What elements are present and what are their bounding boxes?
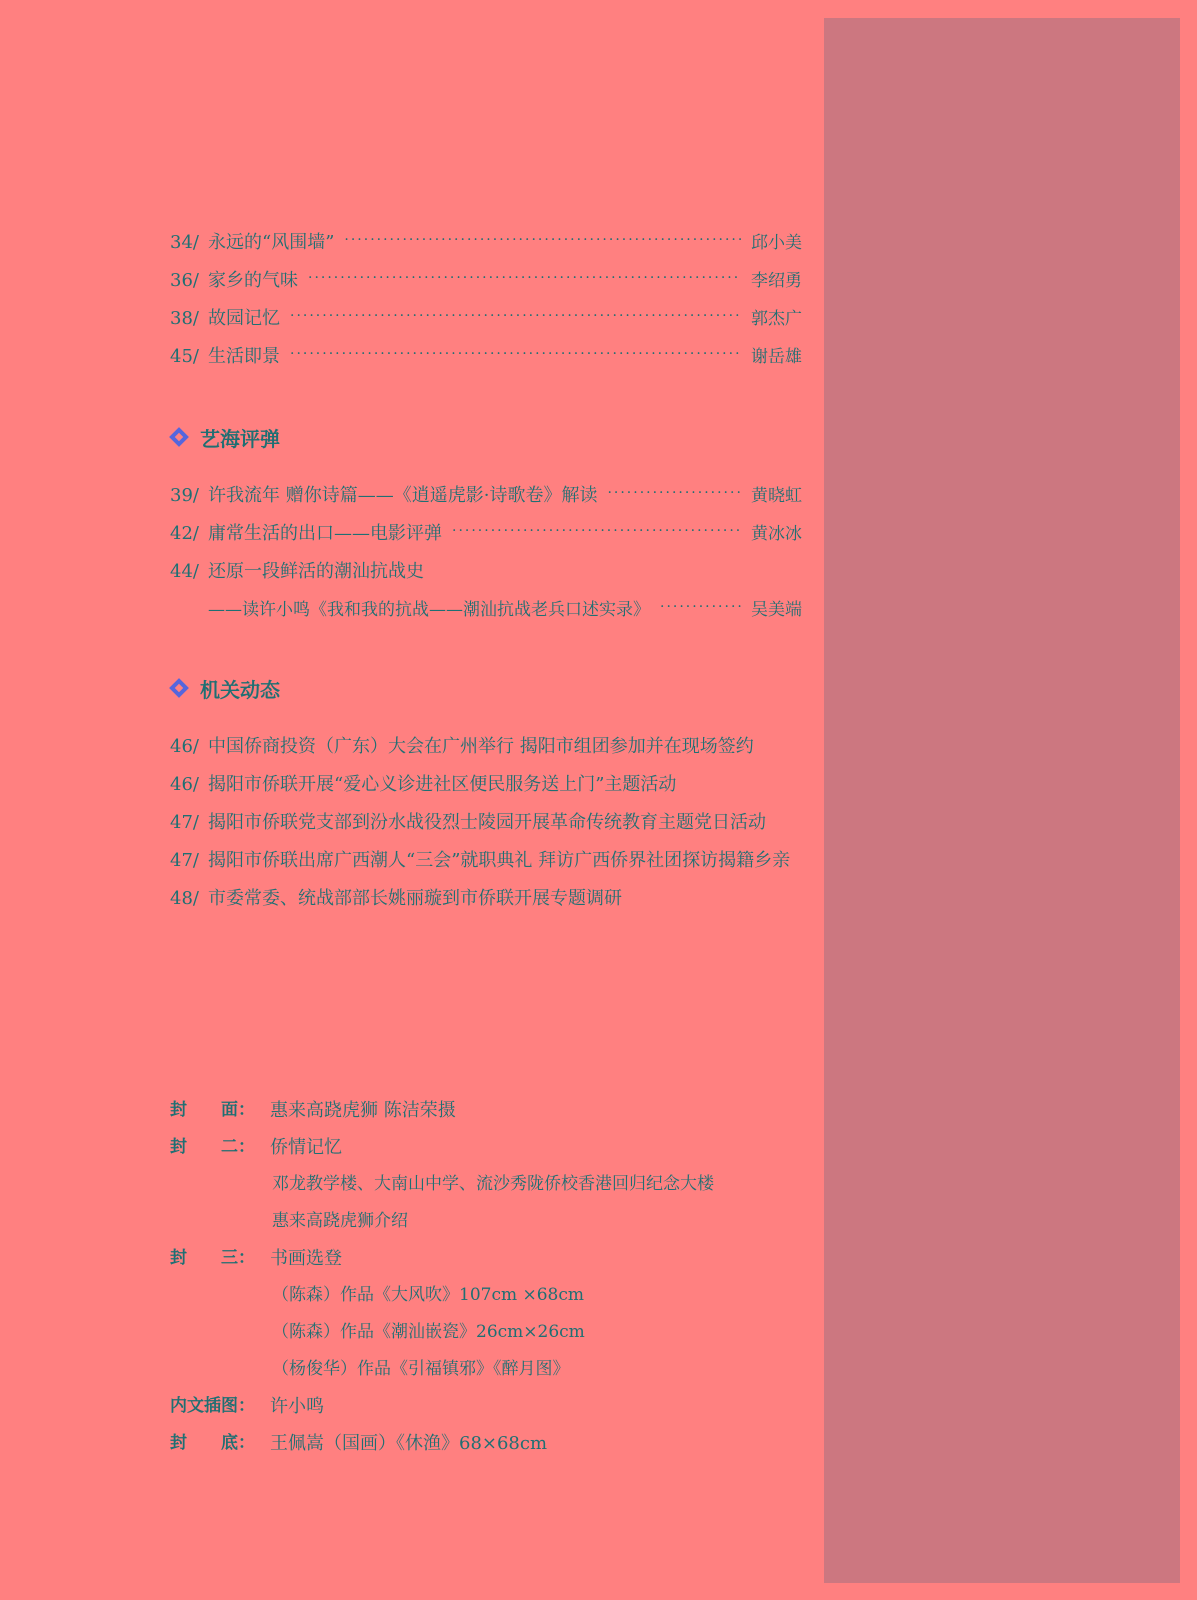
article-title: 家乡的气味 (208, 270, 298, 291)
article-author: 李绍勇 (751, 271, 802, 291)
credit-detail: （陈森）作品《潮汕嵌瓷》26cm×26cm (272, 1322, 585, 1342)
credit-value: 侨情记忆 (270, 1137, 342, 1158)
page-number: 47/ (170, 850, 199, 871)
toc-row (170, 300, 802, 338)
credit-value: 惠来高跷虎狮 陈洁荣摄 (270, 1100, 456, 1121)
section-heading (170, 417, 802, 457)
credit-row (170, 1129, 810, 1166)
news-title: 市委常委、统战部部长姚丽璇到市侨联开展专题调研 (208, 888, 622, 909)
credit-row (170, 1425, 810, 1462)
news-item (170, 728, 802, 766)
news-title: 揭阳市侨联党支部到汾水战役烈士陵园开展革命传统教育主题党日活动 (208, 812, 766, 833)
leader-dots (308, 259, 741, 297)
page-number: 38/ (170, 308, 199, 329)
toc-row (170, 515, 802, 553)
leader-dots (607, 474, 741, 512)
leader-dots (344, 221, 741, 259)
article-author: 黄冰冰 (751, 524, 802, 544)
article-author: 吴美端 (751, 600, 802, 620)
page-number: 36/ (170, 270, 199, 291)
news-title: 揭阳市侨联开展“爱心义诊进社区便民服务送上门”主题活动 (208, 774, 677, 795)
toc-row (170, 553, 802, 591)
toc-row (170, 477, 802, 515)
page-number: 48/ (170, 888, 199, 909)
toc-row (170, 262, 802, 300)
leader-dots (452, 512, 741, 550)
article-title: 永远的“风围墙” (208, 232, 335, 253)
credit-value: 许小鸣 (270, 1396, 324, 1417)
section-title: 艺海评弹 (200, 426, 280, 451)
page-number: 34/ (170, 232, 199, 253)
credit-row (170, 1092, 810, 1129)
page-number: 46/ (170, 774, 199, 795)
section-heading (170, 668, 802, 708)
article-author: 谢岳雄 (751, 347, 802, 367)
article-author: 黄晓虹 (751, 486, 802, 506)
article-title: 还原一段鲜活的潮汕抗战史 (208, 561, 424, 582)
news-item (170, 804, 802, 842)
page-number: 47/ (170, 812, 199, 833)
news-title: 揭阳市侨联出席广西潮人“三会”就职典礼 拜访广西侨界社团探访揭籍乡亲 (208, 850, 791, 871)
credit-value: 王佩嵩（国画）《休渔》68×68cm (270, 1433, 548, 1454)
credit-value: 书画选登 (270, 1248, 342, 1269)
page-number: 46/ (170, 736, 199, 757)
article-title: 庸常生活的出口——电影评弹 (208, 523, 442, 544)
toc-top-list (170, 224, 802, 376)
credit-label: 封 二： (170, 1137, 255, 1157)
toc-row (170, 224, 802, 262)
cover-credits (170, 1092, 810, 1462)
credit-label: 封 三： (170, 1248, 255, 1268)
diamond-bullet-icon (169, 678, 189, 698)
article-author: 郭杰广 (751, 309, 802, 329)
credit-row (170, 1388, 810, 1425)
news-item (170, 766, 802, 804)
leader-dots (290, 335, 741, 373)
credit-label: 封 面： (170, 1100, 255, 1120)
page-number: 45/ (170, 346, 199, 367)
toc-row (170, 338, 802, 376)
toc-subtitle-row (170, 591, 802, 629)
section-agency-news (170, 668, 802, 918)
section-title: 机关动态 (200, 677, 280, 702)
page-number: 44/ (170, 561, 199, 582)
credit-label: 内文插图： (170, 1396, 255, 1416)
credit-detail: 邓龙教学楼、大南山中学、流沙秀陇侨校香港回归纪念大楼 (272, 1174, 714, 1194)
side-color-panel (824, 18, 1180, 1583)
section-art-review (170, 417, 802, 629)
credit-row (170, 1240, 810, 1277)
leader-dots (660, 588, 741, 626)
news-item (170, 842, 802, 880)
news-title: 中国侨商投资（广东）大会在广州举行 揭阳市组团参加并在现场签约 (208, 736, 754, 757)
credit-detail: （杨俊华）作品《引福镇邪》《醉月图》 (272, 1359, 570, 1379)
article-title: 生活即景 (208, 346, 280, 367)
page-number: 42/ (170, 523, 199, 544)
credit-label: 封 底： (170, 1433, 255, 1453)
diamond-bullet-icon (169, 427, 189, 447)
article-title: 故园记忆 (208, 308, 280, 329)
page-number: 39/ (170, 485, 199, 506)
article-title: 许我流年 赠你诗篇——《逍遥虎影·诗歌卷》解读 (208, 485, 598, 506)
article-author: 邱小美 (751, 233, 802, 253)
news-item (170, 880, 802, 918)
leader-dots (290, 297, 741, 335)
article-subtitle: ——读许小鸣《我和我的抗战——潮汕抗战老兵口述实录》 (208, 600, 650, 620)
credit-detail: 惠来高跷虎狮介绍 (272, 1211, 408, 1231)
credit-detail: （陈森）作品《大风吹》107cm ×68cm (272, 1285, 585, 1305)
